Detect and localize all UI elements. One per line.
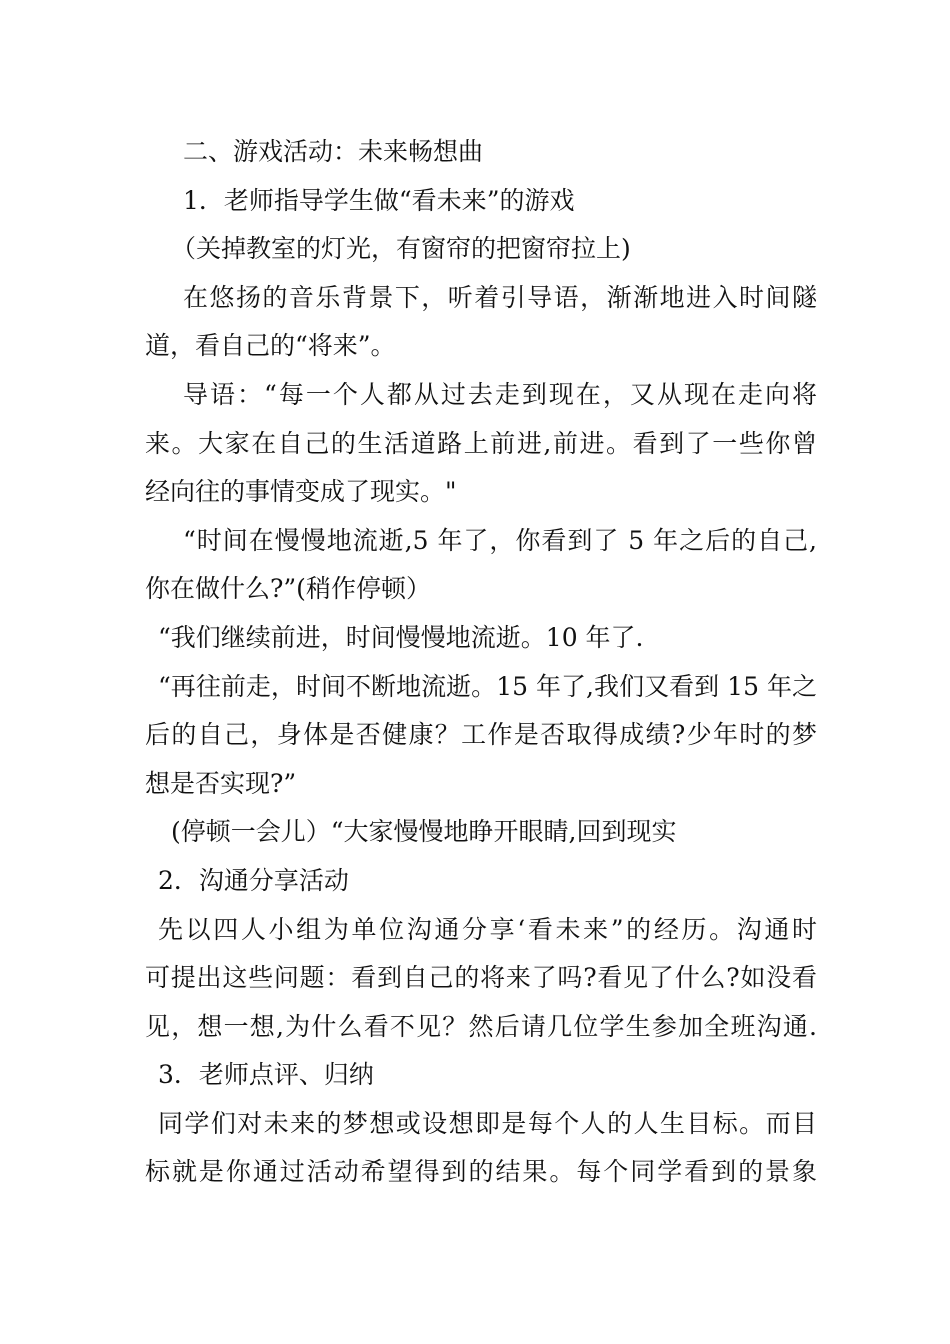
paragraph-line: 标就是你通过活动希望得到的结果。每个同学看到的景象 — [145, 1157, 817, 1187]
paragraph-line: “我们继续前进，时间慢慢地流逝。10 年了. — [158, 622, 644, 652]
paragraph-line: 来。大家在自己的生活道路上前进,前进。看到了一些你曾 — [145, 428, 817, 458]
paragraph-line: 可提出这些问题：看到自己的将来了吗?看见了什么?如没看 — [145, 963, 817, 993]
step-heading: 1．老师指导学生做“看未来”的游戏 — [183, 185, 575, 215]
paragraph-line: “再往前走，时间不断地流逝。15 年了,我们又看到 15 年之 — [158, 671, 817, 701]
paragraph-line: 你在做什么?”(稍作停顿） — [145, 574, 431, 604]
step-heading: 2．沟通分享活动 — [158, 865, 349, 895]
paragraph-line: “时间在慢慢地流逝,5 年了，你看到了 5 年之后的自己, — [183, 525, 817, 555]
paragraph-line: (停顿一会儿）“大家慢慢地睁开眼睛,回到现实 — [171, 817, 677, 847]
document-body — [145, 128, 817, 1197]
paragraph-line: 在悠扬的音乐背景下，听着引导语，渐渐地进入时间隧 — [183, 282, 817, 312]
paragraph-line: 道，看自己的“将来”。 — [145, 331, 396, 361]
step-heading: 3．老师点评、归纳 — [158, 1060, 374, 1090]
paragraph-line: 后的自己，身体是否健康？工作是否取得成绩?少年时的梦 — [145, 720, 817, 750]
paragraph-line: 见，想一想,为什么看不见？然后请几位学生参加全班沟通. — [145, 1011, 817, 1041]
paragraph-line: 经向往的事情变成了现实。" — [145, 477, 457, 507]
paragraph-line: 先以四人小组为单位沟通分享‘看未来”的经历。沟通时 — [158, 914, 817, 944]
section-heading: 二、游戏活动：未来畅想曲 — [183, 137, 484, 166]
paragraph-line: 导语：“每一个人都从过去走到现在，又从现在走向将 — [183, 379, 817, 409]
paragraph-line: 想是否实现?” — [145, 768, 297, 798]
paragraph-line: 同学们对未来的梦想或设想即是每个人的人生目标。而目 — [158, 1108, 817, 1138]
paragraph-line: （关掉教室的灯光，有窗帘的把窗帘拉上) — [171, 234, 631, 264]
